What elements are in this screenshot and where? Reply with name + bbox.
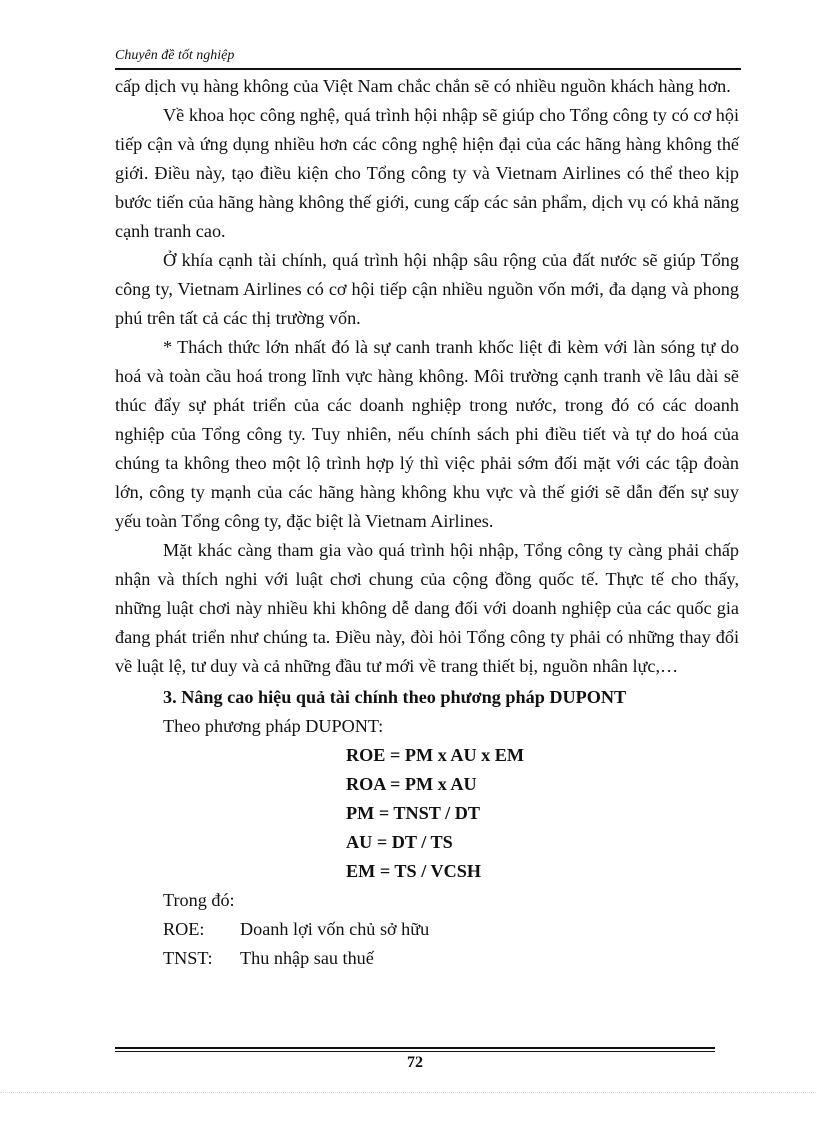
document-body	[115, 72, 739, 973]
paragraph: cấp dịch vụ hàng không của Việt Nam chắc chắn sẽ có nhiều nguồn khách hàng hơn.	[115, 76, 731, 96]
definition-term: TNST:	[163, 948, 213, 968]
definition-row	[115, 944, 739, 973]
header-title: Chuyên đề tốt nghiệp	[115, 48, 235, 63]
formula-pm: PM = TNST / DT	[346, 803, 480, 823]
page-number: 72	[407, 1054, 423, 1071]
header-rule	[115, 68, 741, 70]
formula-au: AU = DT / TS	[346, 832, 453, 852]
formula-em: EM = TS / VCSH	[346, 861, 482, 881]
definition-desc: Doanh lợi vốn chủ sở hữu	[240, 919, 430, 939]
formula-list	[115, 741, 739, 886]
page-header	[115, 48, 741, 68]
section-heading: 3. Nâng cao hiệu quả tài chính theo phương pháp DUPONT	[163, 687, 627, 707]
footer-rule	[115, 1051, 715, 1052]
formula-roa: ROA = PM x AU	[346, 774, 477, 794]
paragraph: Ở khía cạnh tài chính, quá trình hội nhập sâu rộng của đất nước sẽ giúp Tổng công ty, Vietnam Airlines có cơ hội tiếp cận nhiều nguồn vốn mới, đa dạng và phong phú trên tất cả các thị trường vốn.	[115, 250, 739, 328]
paragraph: Mặt khác càng tham gia vào quá trình hội nhập, Tổng công ty càng phải chấp nhận và thích nghi với luật chơi chung của cộng đồng quốc tế. Thực tế cho thấy, những luật chơi này nhiều khi không dễ dang đối với doanh nghiệp của các quốc gia đang phát triển như chúng ta. Điều này, đòi hỏi Tổng công ty phải có những thay đổi về luật lệ, tư duy và cả những đầu tư mới về trang thiết bị, nguồn nhân lực,…	[115, 540, 739, 676]
section-intro: Theo phương pháp DUPONT:	[163, 716, 384, 736]
definition-row	[115, 915, 739, 944]
paragraph: Về khoa học công nghệ, quá trình hội nhập sẽ giúp cho Tổng công ty có cơ hội tiếp cận và ứng dụng nhiều hơn các công nghệ hiện đại của các hãng hàng không thế giới. Điều này, tạo điều kiện cho Tổng công ty và Vietnam Airlines có thể theo kịp bước tiến của hãng hàng không thế giới, cung cấp các sản phẩm, dịch vụ có khả năng cạnh tranh cao.	[115, 105, 739, 241]
where-label: Trong đó:	[163, 890, 235, 910]
footer-rule	[115, 1047, 715, 1049]
definition-desc: Thu nhập sau thuế	[240, 948, 374, 968]
formula-roe: ROE = PM x AU x EM	[346, 745, 525, 765]
definition-term: ROE:	[163, 919, 205, 939]
paragraph: * Thách thức lớn nhất đó là sự canh tranh khốc liệt đi kèm với làn sóng tự do hoá và toàn cầu hoá trong lĩnh vực hàng không. Môi trường cạnh tranh về lâu dài sẽ thúc đẩy sự phát triển của các doanh nghiệp trong nước, trong đó có các doanh nghiệp của Tổng công ty. Tuy nhiên, nếu chính sách phi điều tiết và tự do hoá của chúng ta không theo một lộ trình hợp lý thì việc phải sớm đối mặt với các tập đoàn lớn, công ty mạnh của các hãng hàng không khu vực và thế giới sẽ dẫn đến sự suy yếu toàn Tổng công ty, đặc biệt là Vietnam Airlines.	[115, 337, 739, 531]
page-edge-dotted-line	[0, 1092, 816, 1093]
